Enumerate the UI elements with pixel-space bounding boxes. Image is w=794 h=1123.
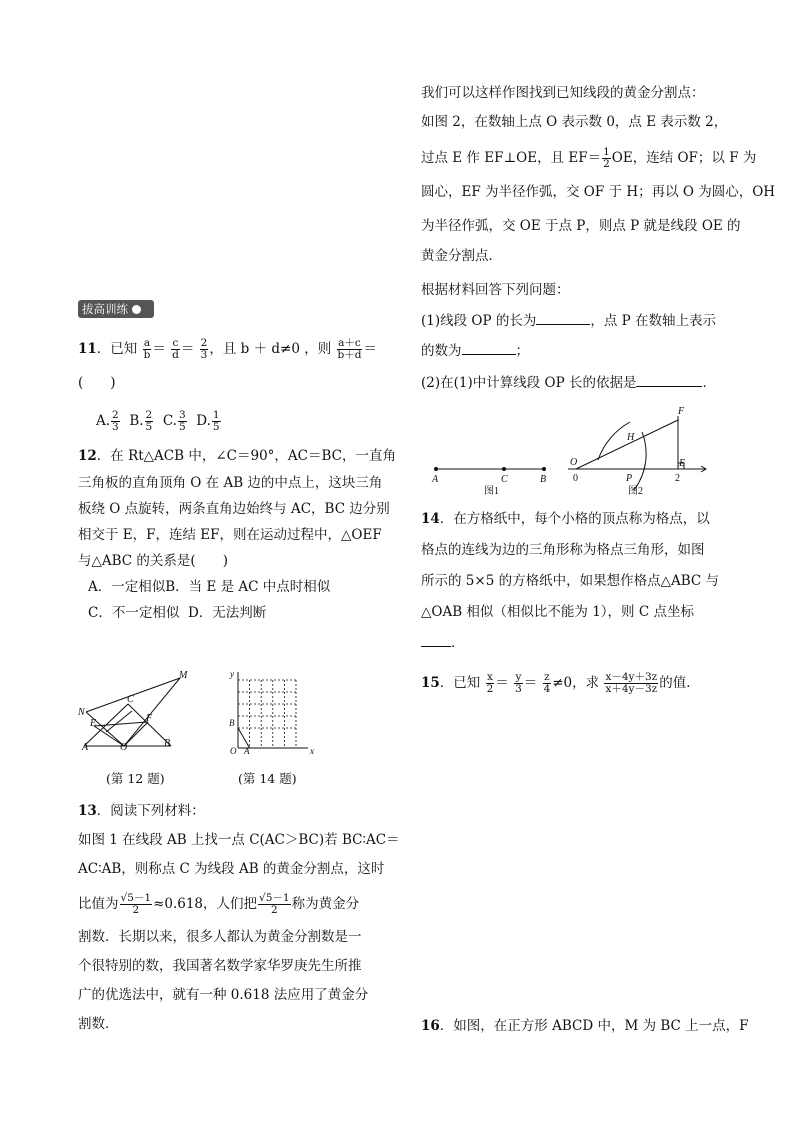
q12-options-cd: C．不一定相似 D．无法判断	[88, 605, 267, 621]
r-line5: 为半径作弧，交 OE 于点 P，则点 P 就是线段 OE 的	[421, 218, 741, 234]
q12-caption: (第 12 题)	[106, 771, 165, 786]
q13-line7: 割数．	[78, 1016, 119, 1032]
fig1-caption: 图1	[484, 486, 499, 497]
r-line10: (2)在(1)中计算线段 OP 长的依据是 ．	[421, 375, 716, 391]
q13-line5: 个很特别的数，我国著名数学家华罗庚先生所推	[78, 958, 362, 974]
r-line1: 我们可以这样作图找到已知线段的黄金分割点：	[421, 85, 705, 101]
q14-figure	[224, 668, 320, 754]
r-line7: 根据材料回答下列问题：	[421, 282, 570, 298]
r-line6: 黄金分割点．	[421, 248, 502, 264]
fig1-label-a: A	[432, 474, 439, 485]
q12-figure	[76, 668, 196, 754]
fig14-label-b: B	[229, 718, 235, 728]
q14-line5: ．	[421, 634, 465, 652]
fig14-label-y: y	[230, 669, 234, 679]
q13-line6: 广的优选法中，就有一种 0.618 法应用了黄金分	[78, 987, 369, 1003]
q12-line3: 板绕 O 点旋转，两条直角边始终与 AC，BC 边分别	[78, 501, 390, 517]
section-badge: 拔高训练	[78, 300, 154, 318]
r-line8: (1)线段 OP 的长为 ，点 P 在数轴上表示	[421, 313, 717, 329]
q11-paren: ( )	[78, 375, 116, 391]
fig2-label-h: H	[627, 432, 635, 443]
fig2-caption: 图2	[628, 486, 643, 497]
r-line9: 的数为 ；	[421, 343, 529, 359]
fig2-label-e: E	[679, 458, 686, 469]
fig2-label-p: P	[626, 473, 633, 484]
fig12-label-c: C	[127, 694, 134, 705]
fig12-label-a: A	[82, 742, 89, 753]
q13-line3: 比值为 $\frac{√5-1}{2}$ ≈0.618，人们把 $\frac{√5-1}{2}$ 称为黄金分	[78, 892, 360, 916]
q11-options: A. $\frac{2}{3}$ B. $\frac{2}{5}$ C. $\frac{3}{5}$ D. $\frac{1}{5}$	[96, 409, 220, 433]
fig14-label-o: O	[230, 746, 237, 754]
q14-caption: (第 14 题)	[238, 771, 297, 786]
q13-head: 13．阅读下列材料：	[78, 803, 205, 819]
fig2-label-f: F	[678, 406, 685, 417]
q14-line1: 14．在方格纸中，每个小格的顶点称为格点，以	[421, 511, 710, 527]
fig14-label-a: A	[244, 746, 250, 754]
q14-line4: △OAB 相似（相似比不能为 1），则 C 点坐标	[421, 604, 694, 620]
q12-line4: 相交于 E，F，连结 EF，则在运动过程中，△OEF	[78, 527, 382, 543]
q13-figures	[428, 402, 718, 498]
q14-line2: 格点的连线为边的三角形称为格点三角形，如图	[421, 542, 705, 558]
fig12-label-o: O	[120, 742, 128, 753]
q11-stem: 11．已知 $\frac{a}{b}$ ＝ $\frac{c}{d}$ ＝ $\frac{2}{3}$ ，且 b ＋ d≠0 ，则 $\frac{a+c}{b+d}$ ＝	[78, 337, 377, 361]
q13-line1: 如图 1 在线段 AB 上找一点 C(AC＞BC)若 BC∶AC＝	[78, 832, 400, 848]
r-line4: 圆心，EF 为半径作弧，交 OF 于 H；再以 O 为圆心，OH	[421, 184, 776, 200]
fig2-label-zero: 0	[573, 473, 578, 484]
fig12-label-f: F	[146, 713, 153, 724]
q16-line1: 16．如图，在正方形 ABCD 中，M 为 BC 上一点，F	[421, 1018, 749, 1034]
q15-stem: 15．已知 $\frac{x}{2}$ ＝ $\frac{y}{3}$ ＝ $\frac{z}{4}$ ≠0，求 $\frac{x-4y+3z}{x+4y-3z}$ 的值．	[421, 671, 700, 695]
fig12-label-e: E	[90, 718, 97, 729]
fig1-label-b: B	[540, 474, 547, 485]
fig12-label-n: N	[78, 707, 85, 718]
r-line3: 过点 E 作 EF⊥OE，且 EF＝ $\frac{1}{2}$ OE，连结 OF；以 F 为	[421, 146, 757, 170]
fig2-label-o: O	[570, 457, 578, 468]
fig12-label-b: B	[164, 738, 171, 749]
fig12-label-m: M	[179, 670, 188, 681]
fig1-label-c: C	[501, 474, 508, 485]
q12-line5: 与△ABC 的关系是( )	[78, 553, 228, 569]
q12-options-ab: A．一定相似B．当 E 是 AC 中点时相似	[88, 579, 331, 595]
fig2-label-two: 2	[675, 473, 680, 484]
q12-line2: 三角板的直角顶角 O 在 AB 边的中点上，这块三角	[78, 475, 383, 491]
q14-line3: 所示的 5×5 的方格纸中，如果想作格点△ABC 与	[421, 573, 719, 589]
q13-line4: 割数．长期以来，很多人都认为黄金分割数是一	[78, 929, 362, 945]
q13-line2: AC∶AB，则称点 C 为线段 AB 的黄金分割点，这时	[78, 861, 385, 877]
q12-line1: 12．在 Rt△ACB 中，∠C＝90°，AC＝BC，一直角	[78, 448, 396, 464]
r-line2: 如图 2，在数轴上点 O 表示数 0，点 E 表示数 2，	[421, 114, 728, 130]
fig14-label-x: x	[310, 746, 314, 754]
